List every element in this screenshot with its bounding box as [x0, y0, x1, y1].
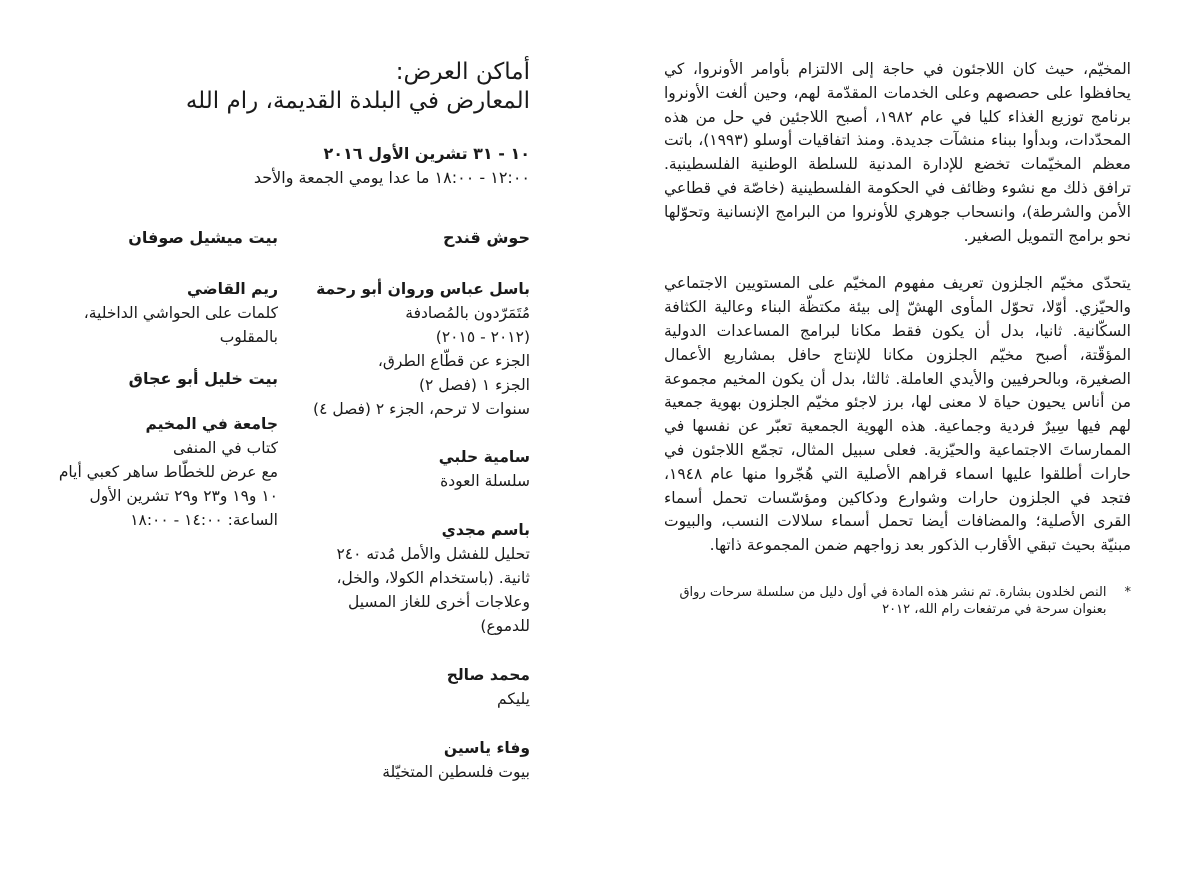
venue-name: بيت ميشيل صوفان	[128, 228, 278, 247]
artist-name: باسل عباس وروان أبو رحمة	[316, 280, 530, 298]
work-line: يليكم	[497, 690, 530, 708]
work-line: الجزء ١ (فصل ٢)	[418, 376, 530, 394]
footnote	[664, 584, 1131, 618]
article-paragraph-1: المخيّم، حيث كان اللاجئون في حاجة إلى الالتزام بأوامر الأونروا، كي يحافظوا على حصصهم وعلى الخدمات المقدّمة لهم، وحين ألغت الأونروا برنامج توزيع الغذاء كليا في عام ١٩٨٢، أصبح اللاجئين في حل من هذه المحدّدات، وبدأوا ببناء منشآت جديدة. ومنذ اتفاقيات أوسلو (١٩٩٣)، باتت معظم المخيّمات تخضع للإدارة المدنية للسلطة الوطنية الفلسطينية. ترافق ذلك مع نشوء وظائف في الحكومة الفلسطينية (خاصّة في قطاعي الأمن والشرطة)، وانسحاب جوهري للأونروا من البرامج الإنسانية وتحوّلها نحو برامج التمويل الصغير.	[664, 60, 1131, 245]
work-line: مُتَمَرّدون بالمُصادفة	[405, 304, 530, 322]
venues-subtitle: المعارض في البلدة القديمة، رام الله	[185, 88, 530, 114]
footnote-text: النص لخلدون بشارة. تم نشر هذه المادة في أول دليل من سلسلة سرحات رواق بعنوان سرحة في مرتفعات رام الله، ٢٠١٢	[679, 584, 1107, 617]
work-line: سنوات لا ترحم، الجزء ٢ (فصل ٤)	[313, 400, 530, 418]
artist-entry	[48, 413, 278, 532]
exhibition-info	[50, 58, 530, 190]
work-line: كلمات على الحواشي الداخلية،	[83, 304, 278, 322]
artist-name: وفاء ياسين	[443, 739, 530, 757]
artist-name: جامعة في المخيم	[145, 415, 278, 433]
artist-name: سامية حلبي	[438, 448, 530, 466]
venue-name: بيت خليل أبو عجاق	[128, 369, 278, 388]
work-line: مع عرض للخطّاط ساهر كعبي أيام	[58, 463, 278, 481]
exhibition-dates: ١٠ - ٣١ تشرين الأول ٢٠١٦	[323, 144, 530, 163]
artist-entry	[280, 278, 530, 421]
exhibition-hours: ١٢:٠٠ - ١٨:٠٠ ما عدا يومي الجمعة والأحد	[253, 168, 530, 187]
artist-entry	[280, 664, 530, 711]
work-line: الجزء عن قطّاع الطرق،	[377, 352, 530, 370]
footnote-mark: *	[1124, 584, 1131, 600]
artist-name: محمد صالح	[446, 666, 530, 684]
artist-name: ريم القاضي	[186, 280, 278, 298]
artist-entry	[280, 737, 530, 784]
work-line: ثانية. (باستخدام الكولا، والخل،	[336, 569, 530, 587]
work-line: بالمقلوب	[219, 328, 278, 346]
venue-column-hosh-qandah	[280, 226, 530, 784]
work-line: ١٠ و١٩ و٢٣ و٢٩ تشرين الأول	[89, 487, 278, 505]
work-line: سلسلة العودة	[440, 472, 530, 490]
venue-column-michel-soufan	[48, 226, 278, 532]
venues-title: أماكن العرض:	[395, 59, 530, 85]
work-line: للدموع)	[480, 617, 530, 635]
artist-entry	[280, 446, 530, 493]
work-line: كتاب في المنفى	[173, 439, 278, 457]
article-paragraph-2: يتحدّى مخيّم الجلزون تعريف مفهوم المخيّم على المستويين الاجتماعي والحيّزي. أوّلا، تحوّل المأوى الهشّ إلى بيئة مكتظّة البناء وعالية الكثافة السكّانية. ثانيا، بدل أن يكون فقط مكانا لبرامج المساعدات الدولية المؤقّتة، أصبح مخيّم الجلزون مكانا للإنتاج حافل بمشاريع الأعمال الصغيرة، وبالحرفيين والأيدي العاملة. ثالثا، بدل أن يكون المخيم مجموعة من أناس يحيون حياة لا معنى لها، برز لاجئو مخيّم الجلزون بهوية جمعية لهم فيها سِيرٌ فردية وجماعية. هذه الهوية الجمعية تعبّر عن نفسها في الممارساتَ الاجتماعية والحيّزية. فعلى سبيل المثال، تجمّع اللاجئون في حارات أطلقوا عليها اسماء قراهم الأصلية التي هُجّروا منها عام ١٩٤٨، فتجد في الجلزون حارات وشوارع ودكاكين ومؤسّسات تحمل أسماء القرى الأصلية؛ والمضافات أيضا تحمل أسماء سلالات النسب، والبيوت مبنيّة بحيث تبقي الأقارب الذكور بعد زواجهم ضمن المجموعة ذاتها.	[664, 274, 1131, 555]
venue-name: حوش قندح	[443, 228, 530, 247]
work-line: بيوت فلسطين المتخيّلة	[382, 763, 530, 781]
artist-entry	[280, 519, 530, 638]
work-line: وعلاجات أخرى للغاز المسيل	[347, 593, 530, 611]
work-line: الساعة: ١٤:٠٠ - ١٨:٠٠	[130, 511, 278, 529]
article-column	[664, 58, 1131, 618]
artist-entry	[48, 278, 278, 349]
artist-name: باسم مجدي	[441, 521, 530, 539]
work-line: تحليل للفشل والأمل مُدته ٢٤٠	[336, 545, 530, 563]
work-line: (٢٠١٢ - ٢٠١٥)	[435, 328, 530, 346]
venues-grid	[50, 226, 530, 826]
